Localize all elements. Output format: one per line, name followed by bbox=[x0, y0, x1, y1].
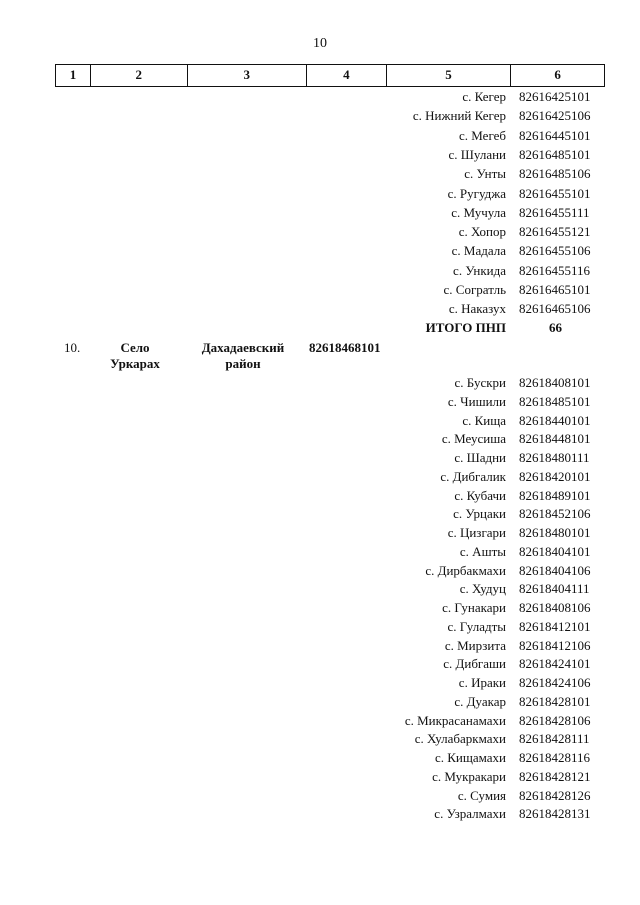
settlement-name: с. Согратль bbox=[443, 282, 506, 297]
table-row bbox=[0, 299, 640, 318]
table-row bbox=[0, 523, 640, 542]
oktmo-code: 82618412101 bbox=[519, 618, 591, 634]
oktmo-code: 82616455111 bbox=[519, 204, 590, 220]
settlement-name: с. Дуакар bbox=[454, 693, 506, 709]
table-row bbox=[0, 561, 640, 580]
table-row bbox=[0, 87, 640, 106]
oktmo-code: 82618404101 bbox=[519, 543, 591, 559]
settlement-name: с. Хопор bbox=[458, 224, 506, 240]
table-row bbox=[0, 673, 640, 692]
oktmo-code: 82618428126 bbox=[519, 787, 591, 803]
oktmo-code: 82616445101 bbox=[519, 127, 591, 143]
settlement-name: с. Микрасанамахи bbox=[404, 712, 506, 728]
oktmo-code: 82618428106 bbox=[519, 712, 591, 728]
column-header-6: 6 bbox=[554, 67, 561, 82]
settlement-name: с. Кубачи bbox=[454, 487, 506, 503]
oktmo-code: 82618428116 bbox=[519, 750, 591, 765]
settlement-name: с. Кища bbox=[462, 412, 506, 428]
table-row bbox=[0, 804, 640, 823]
oktmo-code: 82618428121 bbox=[519, 768, 591, 784]
column-header-5: 5 bbox=[387, 65, 512, 86]
settlement-name: с. Урцаки bbox=[453, 506, 506, 522]
settlement-name: с. Мучула bbox=[451, 204, 506, 220]
table-row bbox=[0, 767, 640, 786]
oktmo-code: 82618480101 bbox=[519, 525, 591, 540]
oktmo-code: 82618408106 bbox=[519, 600, 591, 615]
oktmo-code: 82618424101 bbox=[519, 656, 591, 672]
total-row bbox=[0, 318, 640, 337]
oktmo-code: 82616455116 bbox=[519, 262, 591, 278]
table-row bbox=[0, 617, 640, 636]
table-row bbox=[0, 467, 640, 486]
table-row bbox=[0, 261, 640, 280]
settlement-name: с. Бускри bbox=[454, 375, 506, 390]
settlement-name: с. Худуц bbox=[459, 581, 506, 597]
settlement-name: с. Дирбакмахи bbox=[425, 562, 506, 578]
oktmo-code: 82618489101 bbox=[519, 487, 591, 503]
entry-district: Дахадаевский район bbox=[201, 340, 285, 371]
column-header-1: 1 bbox=[56, 65, 91, 86]
settlement-name: с. Наказух bbox=[448, 301, 506, 317]
oktmo-code: 82618404111 bbox=[519, 581, 590, 597]
table-row bbox=[0, 126, 640, 145]
total-value: 66 bbox=[549, 320, 562, 335]
oktmo-code: 82618408101 bbox=[519, 375, 591, 390]
oktmo-code: 82616455121 bbox=[519, 224, 591, 240]
oktmo-code: 82616455106 bbox=[519, 243, 591, 259]
oktmo-code: 82616425101 bbox=[519, 89, 591, 104]
settlement-name: с. Мукракари bbox=[432, 768, 506, 784]
oktmo-code: 82618448101 bbox=[519, 431, 591, 447]
table-row bbox=[0, 203, 640, 222]
settlement-name: с. Узралмахи bbox=[434, 806, 506, 822]
settlement-name: с. Кегер bbox=[462, 89, 506, 104]
settlement-name: с. Сумия bbox=[457, 787, 506, 803]
entry-oktmo: 82618468101 bbox=[309, 340, 381, 355]
table-row bbox=[0, 579, 640, 598]
settlement-name: с. Дибгалик bbox=[440, 468, 506, 484]
oktmo-code: 82618420101 bbox=[519, 468, 591, 484]
settlement-name: с. Гуладты bbox=[447, 618, 506, 634]
settlement-name: с. Мадала bbox=[451, 243, 506, 259]
table-row bbox=[0, 786, 640, 805]
settlement-name: с. Шулани bbox=[448, 146, 506, 162]
settlement-name: с. Чишили bbox=[447, 393, 506, 409]
oktmo-code: 82616485106 bbox=[519, 166, 591, 182]
settlement-name: с. Мирзита bbox=[444, 637, 506, 653]
settlement-name: с. Ругуджа bbox=[447, 185, 506, 201]
settlement-name: с. Ашты bbox=[459, 543, 506, 559]
table-row bbox=[0, 542, 640, 561]
table-row bbox=[0, 711, 640, 730]
settlement-name: с. Кищамахи bbox=[434, 750, 506, 765]
oktmo-code: 82616425106 bbox=[519, 108, 591, 124]
column-header-4: 4 bbox=[307, 65, 387, 86]
table-row bbox=[0, 598, 640, 617]
oktmo-code: 82618428131 bbox=[519, 806, 591, 822]
settlement-name: с. Ираки bbox=[458, 675, 506, 690]
settlement-name: с. Ункида bbox=[453, 262, 506, 278]
oktmo-code: 82616485101 bbox=[519, 146, 591, 162]
oktmo-code: 82618404106 bbox=[519, 562, 591, 578]
settlement-name: с. Цизгари bbox=[447, 525, 506, 540]
table-row bbox=[0, 504, 640, 523]
settlement-name: с. Гунакари bbox=[442, 600, 506, 615]
table-row bbox=[0, 280, 640, 299]
settlement-name: с. Меусиша bbox=[441, 431, 506, 447]
oktmo-code: 82618440101 bbox=[519, 412, 591, 428]
table-row bbox=[0, 448, 640, 467]
table-row bbox=[0, 392, 640, 411]
page-number: 10 bbox=[313, 36, 327, 51]
oktmo-code: 82618428101 bbox=[519, 693, 591, 709]
settlement-name: с. Дибгаши bbox=[443, 656, 506, 672]
table-row bbox=[0, 429, 640, 448]
total-label: ИТОГО ПНП bbox=[425, 320, 506, 335]
oktmo-code: 82616465106 bbox=[519, 301, 591, 317]
table-row bbox=[0, 486, 640, 505]
oktmo-code: 82618428111 bbox=[519, 731, 590, 747]
oktmo-code: 82618480111 bbox=[519, 450, 590, 465]
table-row bbox=[0, 748, 640, 767]
entry-name: Село Уркарах bbox=[110, 340, 160, 371]
table-row bbox=[0, 241, 640, 260]
column-header-3: 3 bbox=[188, 65, 308, 86]
table-header bbox=[55, 64, 605, 87]
settlement-name: с. Унты bbox=[464, 166, 506, 182]
oktmo-code: 82618452106 bbox=[519, 506, 591, 522]
table-row bbox=[0, 729, 640, 748]
table-row bbox=[0, 222, 640, 241]
oktmo-code: 82616455101 bbox=[519, 185, 591, 201]
table-row bbox=[0, 692, 640, 711]
table-row bbox=[0, 411, 640, 430]
oktmo-code: 82618424106 bbox=[519, 675, 591, 690]
entry-number: 10. bbox=[64, 340, 81, 355]
table-row bbox=[0, 654, 640, 673]
table-row bbox=[0, 145, 640, 164]
table-row bbox=[0, 164, 640, 183]
settlement-name: с. Хулабаркмахи bbox=[414, 731, 506, 747]
oktmo-code: 82618485101 bbox=[519, 393, 591, 409]
settlement-name: с. Шадни bbox=[454, 450, 506, 465]
settlement-name: с. Нижний Кегер bbox=[412, 108, 506, 124]
oktmo-code: 82616465101 bbox=[519, 282, 591, 297]
table-row bbox=[0, 184, 640, 203]
table-row bbox=[0, 636, 640, 655]
oktmo-code: 82618412106 bbox=[519, 637, 591, 653]
settlement-name: с. Мегеб bbox=[459, 127, 506, 143]
table-row bbox=[0, 373, 640, 392]
column-header-2: 2 bbox=[91, 65, 188, 86]
table-row bbox=[0, 106, 640, 125]
